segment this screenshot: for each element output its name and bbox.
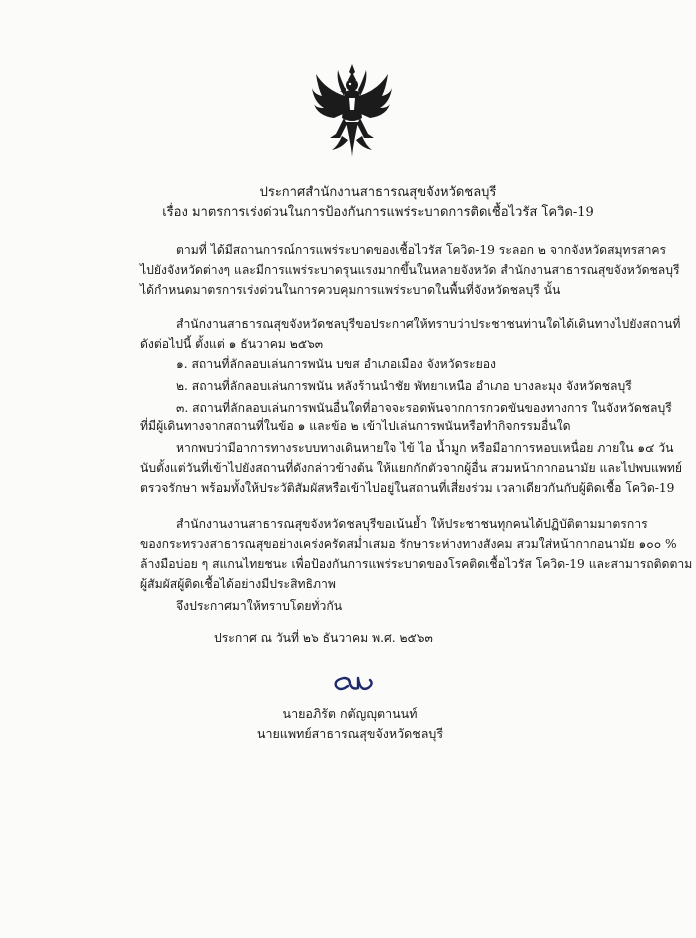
garuda-emblem-icon — [312, 62, 392, 160]
closing-line: จึงประกาศมาให้ทราบโดยทั่วกัน — [176, 599, 343, 613]
list-item: ๒. สถานที่ลักลอบเล่นการพนัน หลังร้านนำชัย พัทยาเหนือ อำเภอ บางละมุง จังหวัดชลบุรี — [176, 379, 632, 393]
paragraph-line: นับตั้งแต่วันที่เข้าไปยังสถานที่ดังกล่าวข้างต้น ให้แยกกักตัวจากผู้อื่น สวมหน้ากากอนามัย และไปพบแพทย์ — [140, 461, 683, 475]
paragraph-line: ดังต่อไปนี้ ตั้งแต่ ๑ ธันวาคม ๒๕๖๓ — [140, 337, 324, 351]
paragraph-line: หากพบว่ามีอาการทางระบบทางเดินหายใจ ไข้ ไอ น้ำมูก หรือมีอาการหอบเหนื่อย ภายใน ๑๔ วัน — [176, 441, 674, 455]
paragraph-line: ได้กำหนดมาตรการเร่งด่วนในการควบคุมการแพร่ระบาดในพื้นที่จังหวัดชลบุรี นั้น — [140, 283, 561, 297]
announcement-subject: เรื่อง มาตรการเร่งด่วนในการป้องกันการแพร่ระบาดการติดเชื้อไวรัส โควิด-19 — [162, 205, 594, 220]
paragraph-line: สำนักงานงานสาธารณสุขจังหวัดชลบุรีขอเน้นย้ำ ให้ประชาชนทุกคนได้ปฏิบัติตามมาตรการ — [176, 517, 648, 531]
signatory-position: นายแพทย์สาธารณสุขจังหวัดชลบุรี — [256, 726, 444, 741]
paragraph-line: ผู้สัมผัสผู้ติดเชื้อได้อย่างมีประสิทธิภาพ — [140, 577, 336, 591]
list-item: ที่มีผู้เดินทางจากสถานที่ในข้อ ๑ และข้อ ๒ เข้าไปเล่นการพนันหรือทำกิจกรรมอื่นใด — [140, 419, 571, 433]
paragraph-line: ไปยังจังหวัดต่างๆ และมีการแพร่ระบาดรุนแรงมากขึ้นในหลายจังหวัด สำนักงานสาธารณสุขจังหวัดชลบุรี — [140, 263, 680, 277]
list-item: ๑. สถานที่ลักลอบเล่นการพนัน บขส อำเภอเมือง จังหวัดระยอง — [176, 357, 496, 371]
signatory-name: นายอภิรัต กตัญญุตานนท์ — [282, 706, 418, 721]
list-item: ๓. สถานที่ลักลอบเล่นการพนันอื่นใดที่อาจจะรอดพ้นจากการกวดขันของทางการ ในจังหวัดชลบุรี — [176, 401, 672, 415]
paragraph-line: ตรวจรักษา พร้อมทั้งให้ประวัติสัมผัสหรือเข้าไปอยู่ในสถานที่เสี่ยงร่วม เวลาเดียวกันกับผู้ติดเชื้อ โควิด-19 — [140, 481, 675, 495]
paragraph-line: ตามที่ ได้มีสถานการณ์การแพร่ระบาดของเชื้อไวรัส โควิด-19 ระลอก ๒ จากจังหวัดสมุทรสาคร — [176, 243, 667, 257]
handwritten-signature — [330, 672, 390, 698]
announcement-title: ประกาศสำนักงานสาธารณสุขจังหวัดชลบุรี — [259, 185, 497, 200]
announcement-date: ประกาศ ณ วันที่ ๒๖ ธันวาคม พ.ศ. ๒๕๖๓ — [214, 631, 433, 645]
paragraph-line: ล้างมือบ่อย ๆ สแกนไทยชนะ เพื่อป้องกันการแพร่ระบาดของโรคติดเชื้อไวรัส โควิด-19 และสามารถติดตาม — [140, 557, 693, 571]
paragraph-line: สำนักงานสาธารณสุขจังหวัดชลบุรีขอประกาศให้ทราบว่าประชาชนท่านใดได้เดินทางไปยังสถานที่ — [176, 317, 681, 331]
paragraph-line: ของกระทรวงสาธารณสุขอย่างเคร่งครัดสม่ำเสมอ รักษาระห่างทางสังคม สวมใส่หน้ากากอนามัย ๑๐๐ % — [140, 537, 677, 551]
